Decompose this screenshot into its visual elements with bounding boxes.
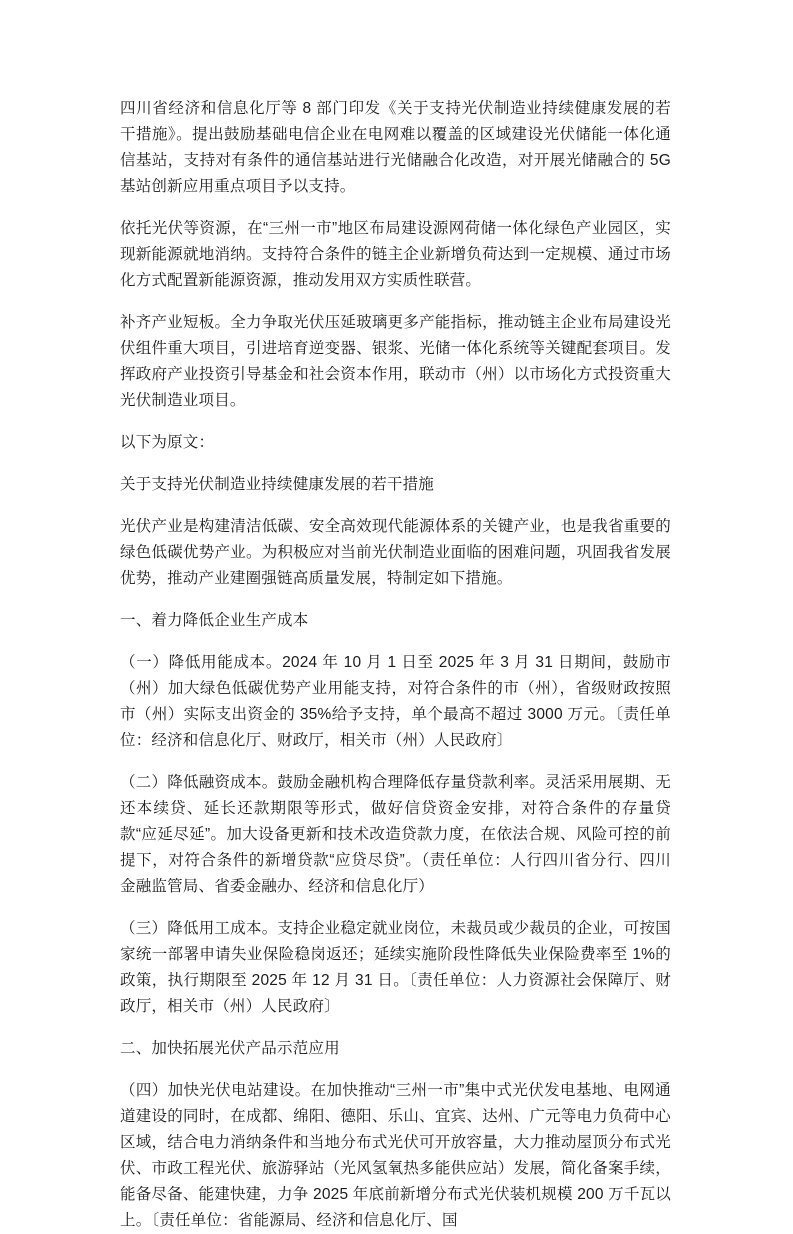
section-1-heading: 一、着力降低企业生产成本 — [120, 612, 309, 629]
original-text-label: 以下为原文： — [120, 434, 215, 451]
measure-4-paragraph: （四）加快光伏电站建设。在加快推动“三州一市”集中式光伏发电基地、电网通道建设的同时，在成都、绵阳、德阳、乐山、宜宾、达州、广元等电力负荷中心区域，结合电力消纳条件和当地分布式光伏可开放容量，大力推动屋顶分布式光伏、市政工程光伏、旅游驿站（光风氢氧热多能供应站）发展，简化备案手续，能备尽备、能建快建，力争 2025 年底前新增分布式光伏装机规模 200 万千瓦以上。〔责任单位：省能源局、经济和信息化厅、国 — [120, 1082, 671, 1229]
summary-paragraph-1: 四川省经济和信息化厅等 8 部门印发《关于支持光伏制造业持续健康发展的若干措施》。提出鼓励基础电信企业在电网难以覆盖的区域建设光伏储能一体化通信基站，支持对有条件的通信基站进行光储融合化改造，对开展光储融合的 5G 基站创新应用重点项目予以支持。 — [120, 100, 671, 195]
summary-paragraph-3: 补齐产业短板。全力争取光伏压延玻璃更多产能指标，推动链主企业布局建设光伏组件重大项目，引进培育逆变器、银浆、光储一体化系统等关键配套项目。发挥政府产业投资引导基金和社会资本作用，联动市（州）以市场化方式投资重大光伏制造业项目。 — [120, 314, 671, 409]
document-title: 关于支持光伏制造业持续健康发展的若干措施 — [120, 476, 435, 493]
document-body — [120, 96, 671, 1234]
measure-3-paragraph: （三）降低用工成本。支持企业稳定就业岗位，未裁员或少裁员的企业，可按国家统一部署申请失业保险稳岗返还；延续实施阶段性降低失业保险费率至 1%的政策，执行期限至 2025 年 12 月 31 日。〔责任单位：人力资源社会保障厅、财政厅，相关市（州）人民政府〕 — [120, 920, 671, 1015]
intro-paragraph: 光伏产业是构建清洁低碳、安全高效现代能源体系的关键产业，也是我省重要的绿色低碳优势产业。为积极应对当前光伏制造业面临的困难问题，巩固我省发展优势，推动产业建圈强链高质量发展，特制定如下措施。 — [120, 518, 671, 587]
measure-2-paragraph: （二）降低融资成本。鼓励金融机构合理降低存量贷款利率。灵活采用展期、无还本续贷、延长还款期限等形式，做好信贷资金安排，对符合条件的存量贷款“应延尽延”。加大设备更新和技术改造贷款力度，在依法合规、风险可控的前提下，对符合条件的新增贷款“应贷尽贷”。（责任单位：人行四川省分行、四川金融监管局、省委金融办、经济和信息化厅） — [120, 774, 671, 895]
summary-paragraph-2: 依托光伏等资源，在“三州一市”地区布局建设源网荷储一体化绿色产业园区，实现新能源就地消纳。支持符合条件的链主企业新增负荷达到一定规模、通过市场化方式配置新能源资源，推动发用双方实质性联营。 — [120, 220, 671, 289]
measure-1-paragraph: （一）降低用能成本。2024 年 10 月 1 日至 2025 年 3 月 31 日期间，鼓励市（州）加大绿色低碳优势产业用能支持，对符合条件的市（州），省级财政按照市（州）实际支出资金的 35%给予支持，单个最高不超过 3000 万元。〔责任单位：经济和信息化厅、财政厅，相关市（州）人民政府〕 — [120, 654, 671, 749]
section-2-heading: 二、加快拓展光伏产品示范应用 — [120, 1040, 340, 1057]
